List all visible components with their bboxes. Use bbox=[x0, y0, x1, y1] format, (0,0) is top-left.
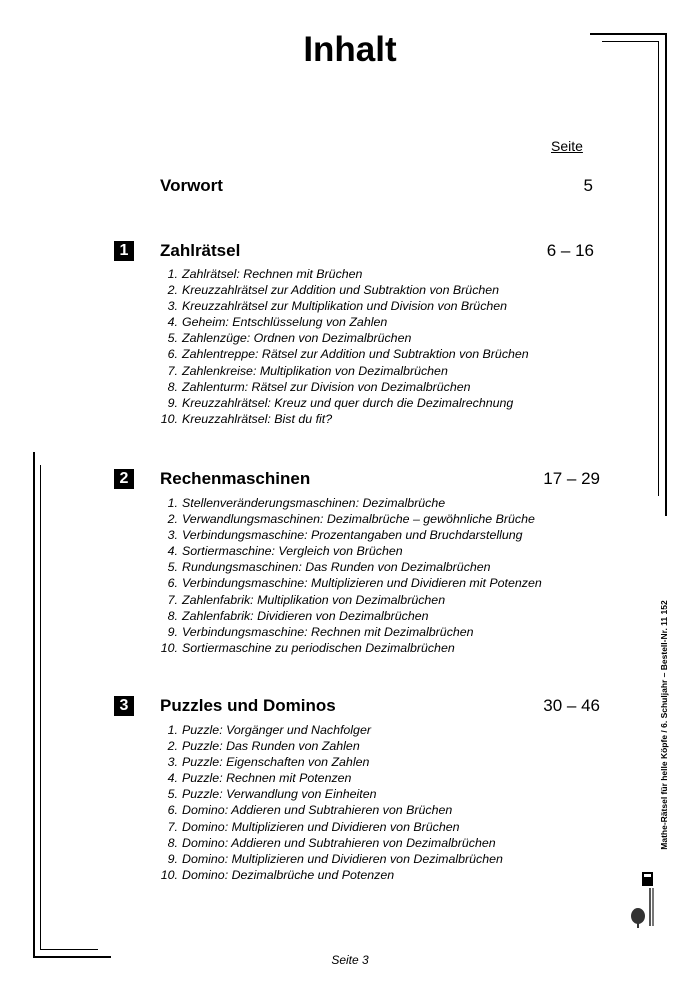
toc-item-text: Zahlenfabrik: Dividieren von Dezimalbrüchen bbox=[182, 608, 429, 623]
toc-item-number: 4. bbox=[167, 771, 178, 786]
toc-item[interactable] bbox=[158, 346, 529, 362]
toc-item-text: Verbindungsmaschine: Multiplizieren und Dividieren mit Potenzen bbox=[182, 576, 542, 591]
toc-item[interactable] bbox=[158, 608, 542, 624]
toc-item[interactable] bbox=[158, 802, 503, 818]
vorwort-page: 5 bbox=[583, 176, 593, 195]
toc-item[interactable] bbox=[158, 266, 529, 282]
section-1-item-list bbox=[158, 266, 529, 427]
toc-item[interactable] bbox=[158, 738, 503, 754]
toc-item-text: Zahlenfabrik: Multiplikation von Dezimalbrüchen bbox=[182, 592, 446, 607]
toc-item-number: 3. bbox=[167, 755, 178, 770]
toc-item-number: 2. bbox=[167, 512, 178, 527]
toc-item-text: Puzzle: Vorgänger und Nachfolger bbox=[182, 723, 371, 737]
frame-left-vertical-outer bbox=[33, 452, 35, 958]
toc-item-text: Zahlenturm: Rätsel zur Division von Dezimalbrüchen bbox=[182, 379, 471, 394]
toc-item-number: 7. bbox=[167, 363, 178, 378]
toc-item-number: 2. bbox=[167, 739, 178, 754]
toc-item-text: Geheim: Entschlüsselung von Zahlen bbox=[182, 315, 388, 330]
toc-item[interactable] bbox=[158, 511, 542, 527]
publisher-logo bbox=[629, 870, 655, 930]
toc-item-text: Kreuzzahlrätsel zur Multiplikation und Division von Brüchen bbox=[182, 299, 508, 314]
toc-item-text: Domino: Addieren und Subtrahieren von Dezimalbrüchen bbox=[182, 835, 496, 850]
toc-item-number: 1. bbox=[167, 723, 178, 737]
section-2-title: Rechenmaschinen bbox=[160, 469, 311, 488]
toc-item[interactable] bbox=[158, 330, 529, 346]
toc-item-text: Kreuzzahlrätsel: Bist du fit? bbox=[182, 411, 333, 426]
toc-item-text: Verwandlungsmaschinen: Dezimalbrüche – gewöhnliche Brüche bbox=[182, 512, 535, 527]
toc-item[interactable] bbox=[158, 379, 529, 395]
toc-item-number: 2. bbox=[167, 283, 178, 298]
section-3-page-range: 30 – 46 bbox=[543, 696, 600, 715]
toc-item-number: 9. bbox=[167, 851, 178, 866]
toc-item[interactable] bbox=[158, 495, 542, 511]
toc-item-number: 10. bbox=[160, 867, 178, 882]
toc-item-text: Domino: Addieren und Subtrahieren von Brüchen bbox=[182, 803, 453, 818]
publisher-logo-icon bbox=[629, 870, 655, 930]
toc-item-number: 6. bbox=[167, 347, 178, 362]
toc-item-text: Puzzle: Rechnen mit Potenzen bbox=[182, 771, 352, 786]
toc-item-text: Zahlenzüge: Ordnen von Dezimalbrüchen bbox=[182, 331, 412, 346]
toc-item[interactable] bbox=[158, 282, 529, 298]
toc-item-text: Domino: Multiplizieren und Dividieren von Brüchen bbox=[182, 819, 460, 834]
toc-item-number: 5. bbox=[167, 331, 178, 346]
toc-item[interactable] bbox=[158, 543, 542, 559]
section-3-number-badge: 3 bbox=[114, 696, 134, 716]
toc-item-text: Rundungsmaschinen: Das Runden von Dezimalbrüchen bbox=[182, 560, 491, 575]
toc-item-text: Zahlentreppe: Rätsel zur Addition und Subtraktion von Brüchen bbox=[182, 347, 529, 362]
toc-item[interactable] bbox=[158, 819, 503, 835]
toc-item-number: 5. bbox=[167, 560, 178, 575]
side-imprint bbox=[656, 575, 672, 875]
section-3-item-list bbox=[158, 722, 503, 883]
side-imprint-text: Mathe-Rätsel für helle Köpfe / 6. Schuljahr – Bestell-Nr. 11 152 bbox=[659, 600, 669, 850]
toc-item-number: 9. bbox=[167, 624, 178, 639]
frame-left-vertical-inner bbox=[40, 465, 41, 950]
toc-item-number: 3. bbox=[167, 528, 178, 543]
toc-item[interactable] bbox=[158, 786, 503, 802]
toc-item-text: Sortiermaschine zu periodischen Dezimalbrüchen bbox=[182, 640, 455, 655]
toc-item[interactable] bbox=[158, 298, 529, 314]
section-1-page-range: 6 – 16 bbox=[546, 241, 594, 260]
toc-item-text: Puzzle: Eigenschaften von Zahlen bbox=[182, 755, 370, 770]
toc-item-number: 3. bbox=[167, 299, 178, 314]
toc-item-text: Puzzle: Das Runden von Zahlen bbox=[182, 739, 360, 754]
section-2-page-range: 17 – 29 bbox=[543, 469, 600, 488]
toc-item-number: 4. bbox=[167, 315, 178, 330]
toc-item-number: 8. bbox=[167, 379, 178, 394]
toc-item[interactable] bbox=[158, 559, 542, 575]
toc-item-number: 5. bbox=[167, 787, 178, 802]
toc-item-text: Zahlrätsel: Rechnen mit Brüchen bbox=[182, 267, 363, 281]
toc-item-number: 7. bbox=[167, 819, 178, 834]
toc-item[interactable] bbox=[158, 411, 529, 427]
frame-right-vertical-outer bbox=[665, 33, 667, 516]
toc-item-text: Domino: Multiplizieren und Dividieren von Dezimalbrüchen bbox=[182, 851, 503, 866]
section-1-number-badge: 1 bbox=[114, 241, 134, 261]
toc-item-number: 4. bbox=[167, 544, 178, 559]
toc-item-text: Sortiermaschine: Vergleich von Brüchen bbox=[182, 544, 403, 559]
toc-item-text: Verbindungsmaschine: Rechnen mit Dezimalbrüchen bbox=[182, 624, 474, 639]
toc-item[interactable] bbox=[158, 395, 529, 411]
toc-item-number: 10. bbox=[160, 640, 178, 655]
toc-item-number: 6. bbox=[167, 576, 178, 591]
section-3-title: Puzzles und Dominos bbox=[160, 696, 336, 715]
toc-item-text: Zahlenkreise: Multiplikation von Dezimalbrüchen bbox=[182, 363, 448, 378]
vorwort-label: Vorwort bbox=[160, 176, 223, 195]
toc-item[interactable] bbox=[158, 754, 503, 770]
toc-item-number: 6. bbox=[167, 803, 178, 818]
toc-item-text: Stellenveränderungsmaschinen: Dezimalbrüche bbox=[182, 496, 446, 510]
toc-item-text: Kreuzzahlrätsel zur Addition und Subtraktion von Brüchen bbox=[182, 283, 500, 298]
toc-item-number: 7. bbox=[167, 592, 178, 607]
page-footer: Seite 3 bbox=[331, 953, 369, 967]
frame-bottom-left-line-inner bbox=[40, 949, 98, 950]
frame-right-vertical-inner bbox=[658, 41, 659, 496]
toc-item[interactable] bbox=[158, 835, 503, 851]
toc-item[interactable] bbox=[158, 575, 542, 591]
toc-item-number: 8. bbox=[167, 608, 178, 623]
toc-item[interactable] bbox=[158, 770, 503, 786]
toc-item[interactable] bbox=[158, 363, 529, 379]
toc-item[interactable] bbox=[158, 867, 503, 883]
section-2-item-list bbox=[158, 495, 542, 656]
toc-item-text: Kreuzzahlrätsel: Kreuz und quer durch die Dezimalrechnung bbox=[182, 395, 514, 410]
toc-item-number: 1. bbox=[167, 496, 178, 510]
page-title: Inhalt bbox=[303, 30, 397, 69]
section-1-title: Zahlrätsel bbox=[160, 241, 241, 260]
toc-item-number: 1. bbox=[167, 267, 178, 281]
toc-item[interactable] bbox=[158, 592, 542, 608]
toc-item-number: 10. bbox=[160, 411, 178, 426]
toc-item[interactable] bbox=[158, 722, 503, 738]
toc-item[interactable] bbox=[158, 314, 529, 330]
toc-item[interactable] bbox=[158, 527, 542, 543]
toc-item-text: Verbindungsmaschine: Prozentangaben und Bruchdarstellung bbox=[182, 528, 523, 543]
section-2-number-badge: 2 bbox=[114, 469, 134, 489]
toc-item-text: Domino: Dezimalbrüche und Potenzen bbox=[182, 867, 395, 882]
toc-item-number: 8. bbox=[167, 835, 178, 850]
toc-item-number: 9. bbox=[167, 395, 178, 410]
toc-item-text: Puzzle: Verwandlung von Einheiten bbox=[182, 787, 377, 802]
page-column-label: Seite bbox=[551, 138, 583, 154]
toc-item[interactable] bbox=[158, 851, 503, 867]
toc-item[interactable] bbox=[158, 640, 542, 656]
toc-item[interactable] bbox=[158, 624, 542, 640]
